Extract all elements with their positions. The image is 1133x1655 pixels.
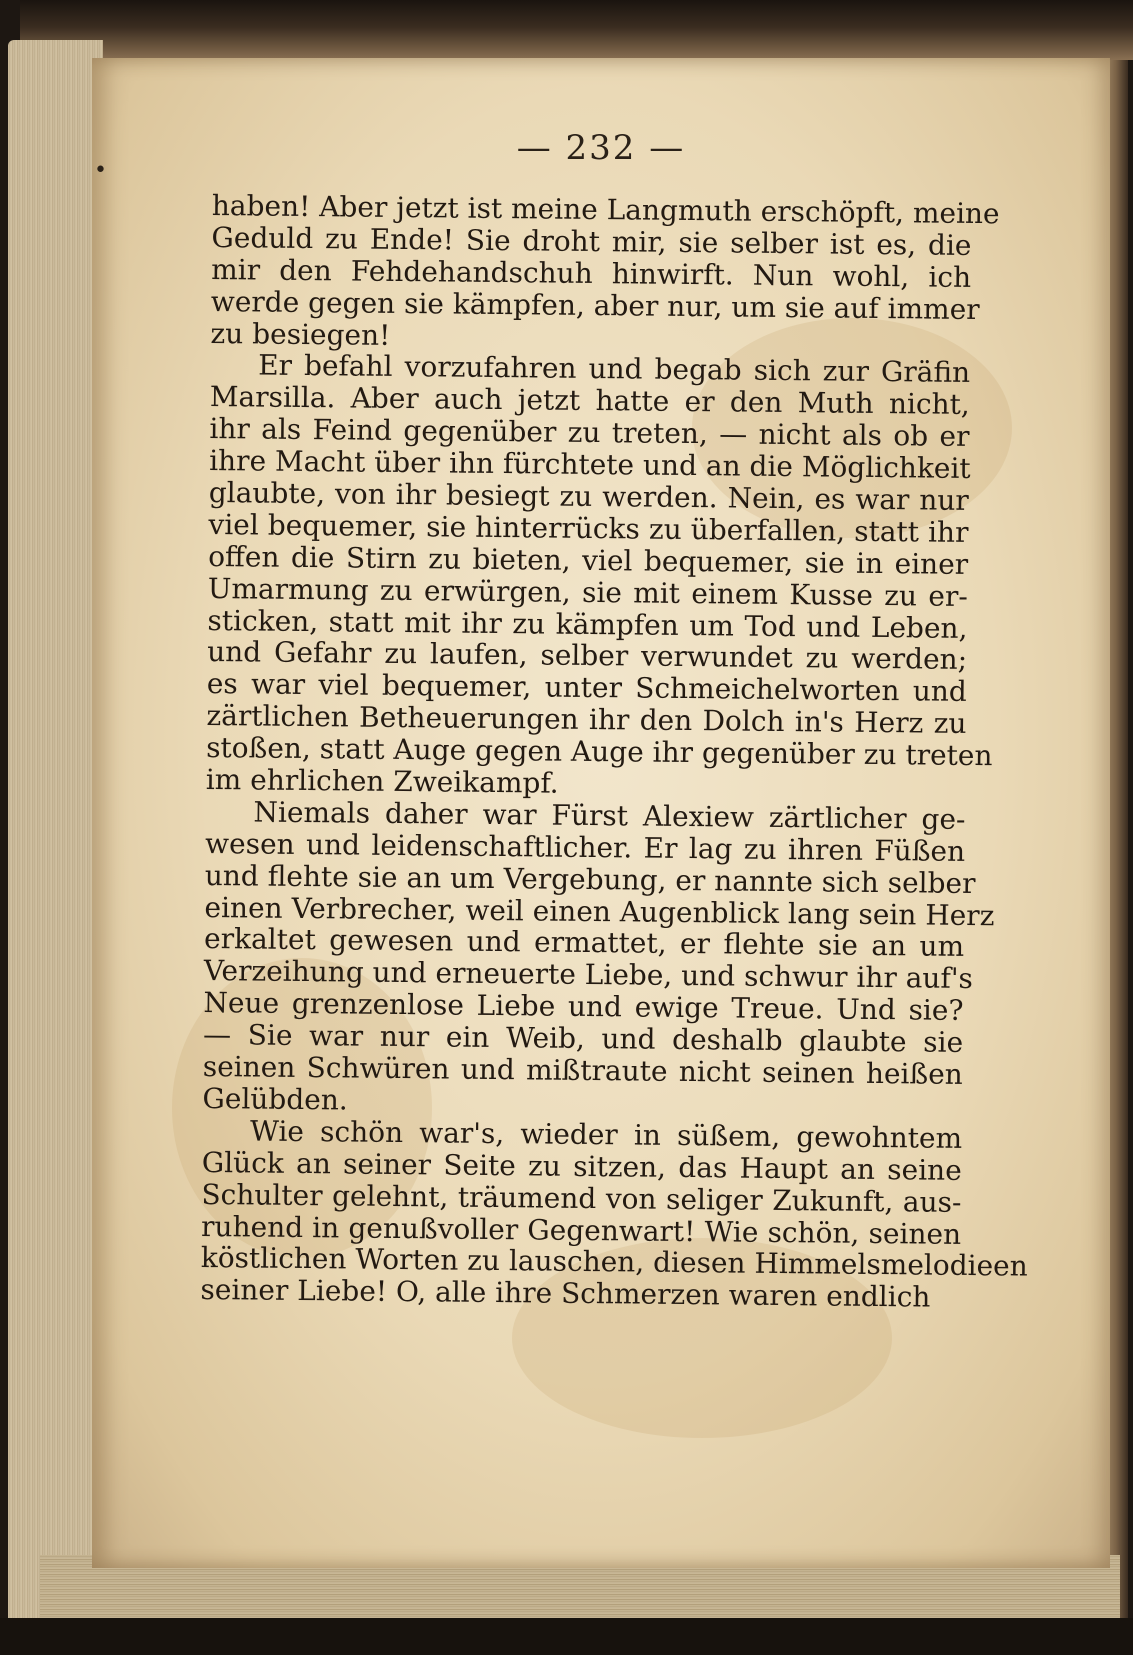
text-line: ihre Macht über ihn fürchtete und an die Möglichkeit [208,444,971,486]
text-line: offen die Stirn zu bieten, viel bequemer, sie in einer [207,539,969,581]
text-line: haben! Aber jetzt ist meine Langmuth erschöpft, meine [211,189,1000,231]
text-line: zu besiegen! [210,316,391,352]
text-line: sticken, statt mit ihr zu kämpfen um Tod und Leben, [207,603,968,645]
paragraph [210,189,1000,357]
text-line: einen Verbrecher, weil einen Augenblick lang sein Herz [204,890,995,932]
text-line: zärtlichen Betheuerungen ihr den Dolch in's Herz zu [206,699,967,741]
text-line: Er befahl vorzufahren und begab sich zur Gräfin [257,348,971,390]
text-line: glaubte, von ihr besiegt zu werden. Nein, es war nur [208,475,969,517]
text-line: ruhend in genußvoller Gegenwart! Wie schön, seinen [200,1209,962,1251]
text-line: und Gefahr zu laufen, selber verwundet zu werden; [206,635,968,677]
body-text [200,189,1028,1314]
background-surface [0,1618,1133,1655]
text-line: Neue grenzenlose Liebe und ewige Treue. Und sie? [203,986,964,1028]
page-edges-left [8,40,103,1630]
book-top-edge [20,0,1133,60]
text-line: ihr als Feind gegenüber zu treten, — nicht als ob er [209,412,970,454]
text-line: wesen und leidenschaftlicher. Er lag zu ihren Füßen [204,826,966,868]
text-line: Schulter gelehnt, träumend von seliger Zukunft, aus- [201,1177,962,1219]
margin-mark: • [94,158,107,183]
text-line: viel bequemer, sie hinterrücks zu überfallen, statt ihr [208,507,969,549]
text-line: Niemals daher war Fürst Alexiew zärtlicher ge- [253,795,966,836]
book-page [92,58,1110,1568]
paragraph [200,1114,1028,1314]
paragraph [202,795,995,1123]
text-line: köstlichen Worten zu lauschen, diesen Himmelsmelodieen [200,1241,1028,1283]
text-line: werde gegen sie kämpfen, aber nur, um sie auf immer [210,284,980,326]
text-line: mir den Fehdehandschuh hinwirft. Nun wohl, ich [210,252,972,294]
text-line: es war viel bequemer, unter Schmeichelworten und [206,667,967,709]
text-line: Gelübden. [202,1081,348,1117]
text-line: im ehrlichen Zweikampf. [205,762,559,800]
text-line: Geduld zu Ende! Sie droht mir, sie selber ist es, die [211,220,972,262]
page-number: — 232 — [516,128,686,168]
text-line: Glück an seiner Seite zu sitzen, das Haupt an seine [201,1145,962,1187]
text-line: Marsilla. Aber auch jetzt hatte er den Muth nicht, [209,380,970,422]
paragraph [205,348,993,803]
text-line: und flehte sie an um Vergebung, er nannte sich selber [204,858,976,900]
text-line: stoßen, statt Auge gegen Auge ihr gegenüber zu treten [205,731,993,773]
text-line: Verzeihung und erneuerte Liebe, und schwur ihr auf's [203,954,974,996]
text-line: Wie schön war's, wieder in süßem, gewohntem [249,1114,963,1155]
text-line: erkaltet gewesen und ermattet, er flehte sie an um [203,922,965,964]
text-line: seiner Liebe! O, alle ihre Schmerzen waren endlich [200,1273,931,1314]
text-line: Umarmung zu erwürgen, sie mit einem Kusse zu er- [207,571,968,613]
text-line: — Sie war nur ein Weib, und deshalb glaubte sie [202,1018,964,1060]
text-line: seinen Schwüren und mißtraute nicht seinen heißen [202,1049,963,1091]
